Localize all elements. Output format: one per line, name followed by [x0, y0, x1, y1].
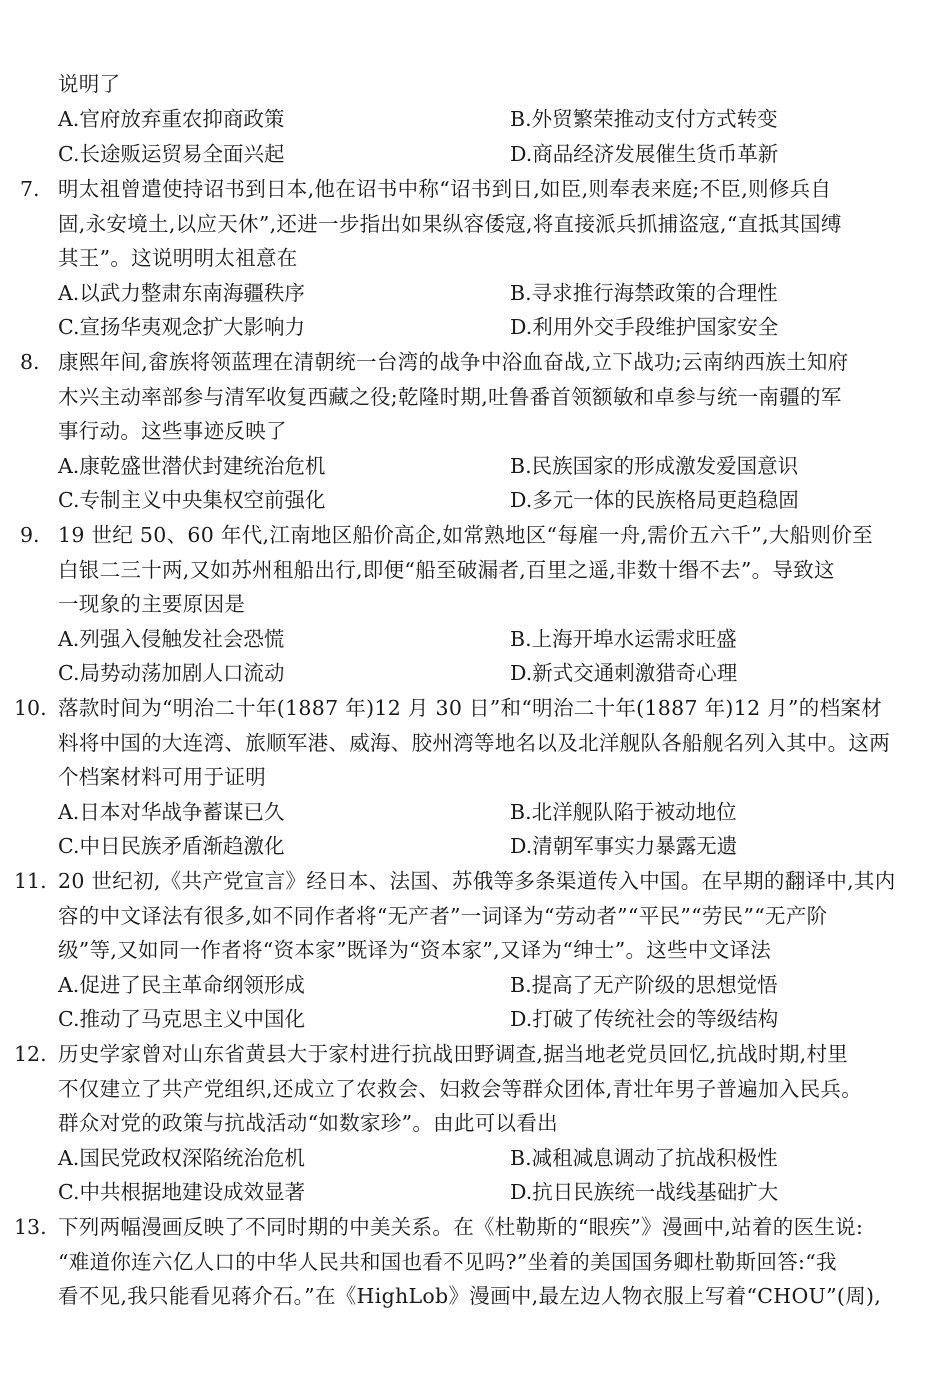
q12-stem-line: 历史学家曾对山东省黄县大于家村进行抗战田野调查,据当地老党员回忆,抗战时期,村里	[58, 1042, 849, 1066]
q6-option-d: D.商品经济发展催生货币革新	[510, 142, 779, 166]
q9-option-b: B.上海开埠水运需求旺盛	[510, 627, 737, 651]
q9-option-c: C.局势动荡加剧人口流动	[58, 661, 285, 685]
q7-option-b: B.寻求推行海禁政策的合理性	[510, 281, 778, 305]
q12-number: 12.	[14, 1042, 47, 1066]
q6-option-b: B.外贸繁荣推动支付方式转变	[510, 107, 778, 131]
q11-option-c: C.推动了马克思主义中国化	[58, 1007, 305, 1031]
q13-stem-line: 下列两幅漫画反映了不同时期的中美关系。在《杜勒斯的“眼疾”》漫画中,站着的医生说:	[58, 1215, 864, 1239]
q6-stem-line: 说明了	[58, 72, 121, 96]
q10-option-d: D.清朝军事实力暴露无遗	[510, 834, 738, 858]
q8-option-a: A.康乾盛世潜伏封建统治危机	[58, 454, 326, 478]
q11-option-d: D.打破了传统社会的等级结构	[510, 1007, 779, 1031]
q8-stem-line: 康熙年间,畲族将领蓝理在清朝统一台湾的战争中浴血奋战,立下战功;云南纳西族土知府	[58, 350, 849, 374]
q8-option-b: B.民族国家的形成激发爱国意识	[510, 454, 799, 478]
q11-number: 11.	[14, 869, 47, 893]
q10-option-c: C.中日民族矛盾渐趋激化	[58, 834, 285, 858]
q9-number: 9.	[20, 523, 40, 547]
q8-number: 8.	[20, 350, 40, 374]
q12-option-b: B.减租减息调动了抗战积极性	[510, 1146, 778, 1170]
q8-option-c: C.专制主义中央集权空前强化	[58, 488, 326, 512]
q7-stem-line: 明太祖曾遣使持诏书到日本,他在诏书中称“诏书到日,如臣,则奉表来庭;不臣,则修兵自	[58, 177, 832, 201]
q9-stem-line: 一现象的主要原因是	[58, 592, 246, 616]
q10-stem-line: 落款时间为“明治二十年(1887 年)12 月 30 日”和“明治二十年(1887 年)12 月”的档案材	[58, 696, 883, 720]
q7-option-a: A.以武力整肃东南海疆秩序	[58, 281, 305, 305]
q13-stem-line: 看不见,我只能看见蒋介石。”在《HighLob》漫画中,最左边人物衣服上写着“CHOU”(周),	[58, 1284, 882, 1308]
q11-stem-line: 容的中文译法有很多,如不同作者将“无产者”一词译为“劳动者”“平民”“劳民”“无产阶	[58, 904, 828, 928]
q10-stem-line: 料将中国的大连湾、旅顺军港、威海、胶州湾等地名以及北洋舰队各船舰名列入其中。这两	[58, 731, 890, 755]
q13-stem-line: “难道你连六亿人口的中华人民共和国也看不见吗?”坐着的美国国务卿杜勒斯回答:“我	[58, 1250, 837, 1274]
q9-stem-line: 白银二三十两,又如苏州租船出行,即便“船至破漏者,百里之遥,非数十缗不去”。导致这	[58, 558, 835, 582]
q7-stem-line: 其王”。这说明明太祖意在	[58, 246, 298, 270]
q6-option-c: C.长途贩运贸易全面兴起	[58, 142, 285, 166]
q11-stem-line: 20 世纪初,《共产党宣言》经日本、法国、苏俄等多条渠道传入中国。在早期的翻译中,其内	[58, 869, 896, 893]
q12-stem-line: 群众对党的政策与抗战活动“如数家珍”。由此可以看出	[58, 1111, 558, 1135]
q10-number: 10.	[14, 696, 47, 720]
q11-stem-line: 级”等,又如同一作者将“资本家”既译为“资本家”,又译为“绅士”。这些中文译法	[58, 938, 772, 962]
q7-option-c: C.宣扬华夷观念扩大影响力	[58, 315, 305, 339]
q10-option-b: B.北洋舰队陷于被动地位	[510, 800, 737, 824]
q13-number: 13.	[14, 1215, 47, 1239]
q10-stem-line: 个档案材料可用于证明	[58, 765, 266, 789]
q8-stem-line: 事行动。这些事迹反映了	[58, 419, 287, 443]
q12-option-d: D.抗日民族统一战线基础扩大	[510, 1180, 779, 1204]
q7-number: 7.	[20, 177, 40, 201]
q12-option-a: A.国民党政权深陷统治危机	[58, 1146, 305, 1170]
q11-option-a: A.促进了民主革命纲领形成	[58, 973, 305, 997]
q7-stem-line: 固,永安境土,以应天休”,还进一步指出如果纵容倭寇,将直接派兵抓捕盗寇,“直抵其国缚	[58, 212, 842, 236]
q11-option-b: B.提高了无产阶级的思想觉悟	[510, 973, 778, 997]
q8-stem-line: 木兴主动率部参与清军收复西藏之役;乾隆时期,吐鲁番首领额敏和卓参与统一南疆的军	[58, 385, 842, 409]
q7-option-d: D.利用外交手段维护国家安全	[510, 315, 779, 339]
q9-option-a: A.列强入侵触发社会恐慌	[58, 627, 285, 651]
q10-option-a: A.日本对华战争蓄谋已久	[58, 800, 285, 824]
q9-option-d: D.新式交通刺激猎奇心理	[510, 661, 738, 685]
q12-option-c: C.中共根据地建设成效显著	[58, 1180, 305, 1204]
q6-option-a: A.官府放弃重农抑商政策	[58, 107, 285, 131]
q8-option-d: D.多元一体的民族格局更趋稳固	[510, 488, 799, 512]
q9-stem-line: 19 世纪 50、60 年代,江南地区船价高企,如常熟地区“每雇一舟,需价五六千”,大船则价至	[58, 523, 873, 547]
q12-stem-line: 不仅建立了共产党组织,还成立了农救会、妇救会等群众团体,青壮年男子普遍加入民兵。	[58, 1077, 863, 1101]
